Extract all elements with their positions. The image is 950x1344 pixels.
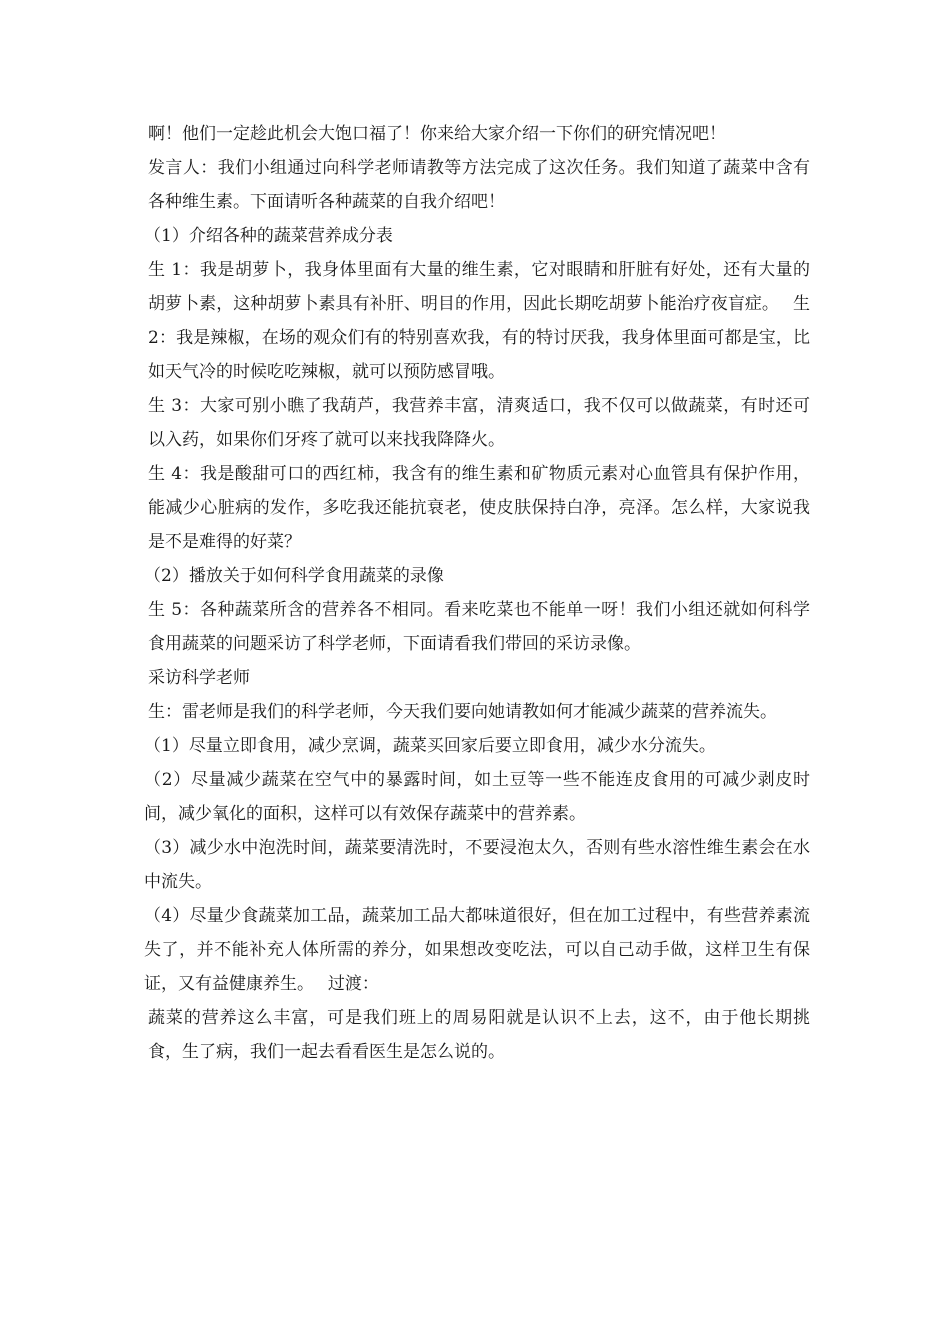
list-item-tip-1: （1）尽量立即食用，减少烹调，蔬菜买回家后要立即食用，减少水分流失。 — [144, 736, 716, 756]
section-heading-nutrition-table: （1）介绍各种的蔬菜营养成分表 — [144, 226, 393, 246]
section-heading-interview: 采访科学老师 — [148, 668, 250, 688]
list-item-tip-3: （3）减少水中泡洗时间，蔬菜要清洗时，不要浸泡太久，否则有些水溶性维生素会在水中流失。 — [144, 838, 810, 892]
paragraph-closing: 蔬菜的营养这么丰富，可是我们班上的周易阳就是认识不上去，这不，由于他长期挑食，生了病，我们一起去看看医生是怎么说的。 — [148, 1008, 810, 1062]
list-item-tip-4: （4）尽量少食蔬菜加工品，蔬菜加工品大都味道很好，但在加工过程中，有些营养素流失了，并不能补充人体所需的养分，如果想改变吃法，可以自己动手做，这样卫生有保证，又有益健康养生。 过渡： — [144, 906, 810, 994]
paragraph-interview-intro: 生：雷老师是我们的科学老师，今天我们要向她请教如何才能减少蔬菜的营养流失。 — [148, 702, 777, 722]
section-heading-video: （2）播放关于如何科学食用蔬菜的录像 — [144, 566, 444, 586]
list-item-tip-2: （2）尽量减少蔬菜在空气中的暴露时间，如土豆等一些不能连皮食用的可减少剥皮时间，减少氧化的面积，这样可以有效保存蔬菜中的营养素。 — [144, 770, 810, 824]
document-body — [144, 117, 810, 1069]
paragraph-speaker: 发言人：我们小组通过向科学老师请教等方法完成了这次任务。我们知道了蔬菜中含有各种维生素。下面请听各种蔬菜的自我介绍吧！ — [148, 158, 810, 212]
paragraph-student-1-2: 生 1：我是胡萝卜，我身体里面有大量的维生素，它对眼睛和肝脏有好处，还有大量的胡萝卜素，这种胡萝卜素具有补肝、明目的作用，因此长期吃胡萝卜能治疗夜盲症。 生 2：我是辣椒，在场的观众们有的特别喜欢我，有的特讨厌我，我身体里面可都是宝，比如天气冷的时候吃吃辣椒，就可以预防感冒哦。 — [148, 260, 810, 382]
paragraph-intro: 啊！他们一定趁此机会大饱口福了！你来给大家介绍一下你们的研究情况吧！ — [148, 124, 726, 144]
paragraph-student-5: 生 5：各种蔬菜所含的营养各不相同。看来吃菜也不能单一呀！我们小组还就如何科学食用蔬菜的问题采访了科学老师，下面请看我们带回的采访录像。 — [148, 600, 810, 654]
paragraph-student-3: 生 3：大家可别小瞧了我葫芦，我营养丰富，清爽适口，我不仅可以做蔬菜，有时还可以入药，如果你们牙疼了就可以来找我降降火。 — [148, 396, 810, 450]
paragraph-student-4: 生 4：我是酸甜可口的西红柿，我含有的维生素和矿物质元素对心血管具有保护作用，能减少心脏病的发作，多吃我还能抗衰老，使皮肤保持白净，亮泽。怎么样，大家说我是不是难得的好菜？ — [148, 464, 810, 552]
